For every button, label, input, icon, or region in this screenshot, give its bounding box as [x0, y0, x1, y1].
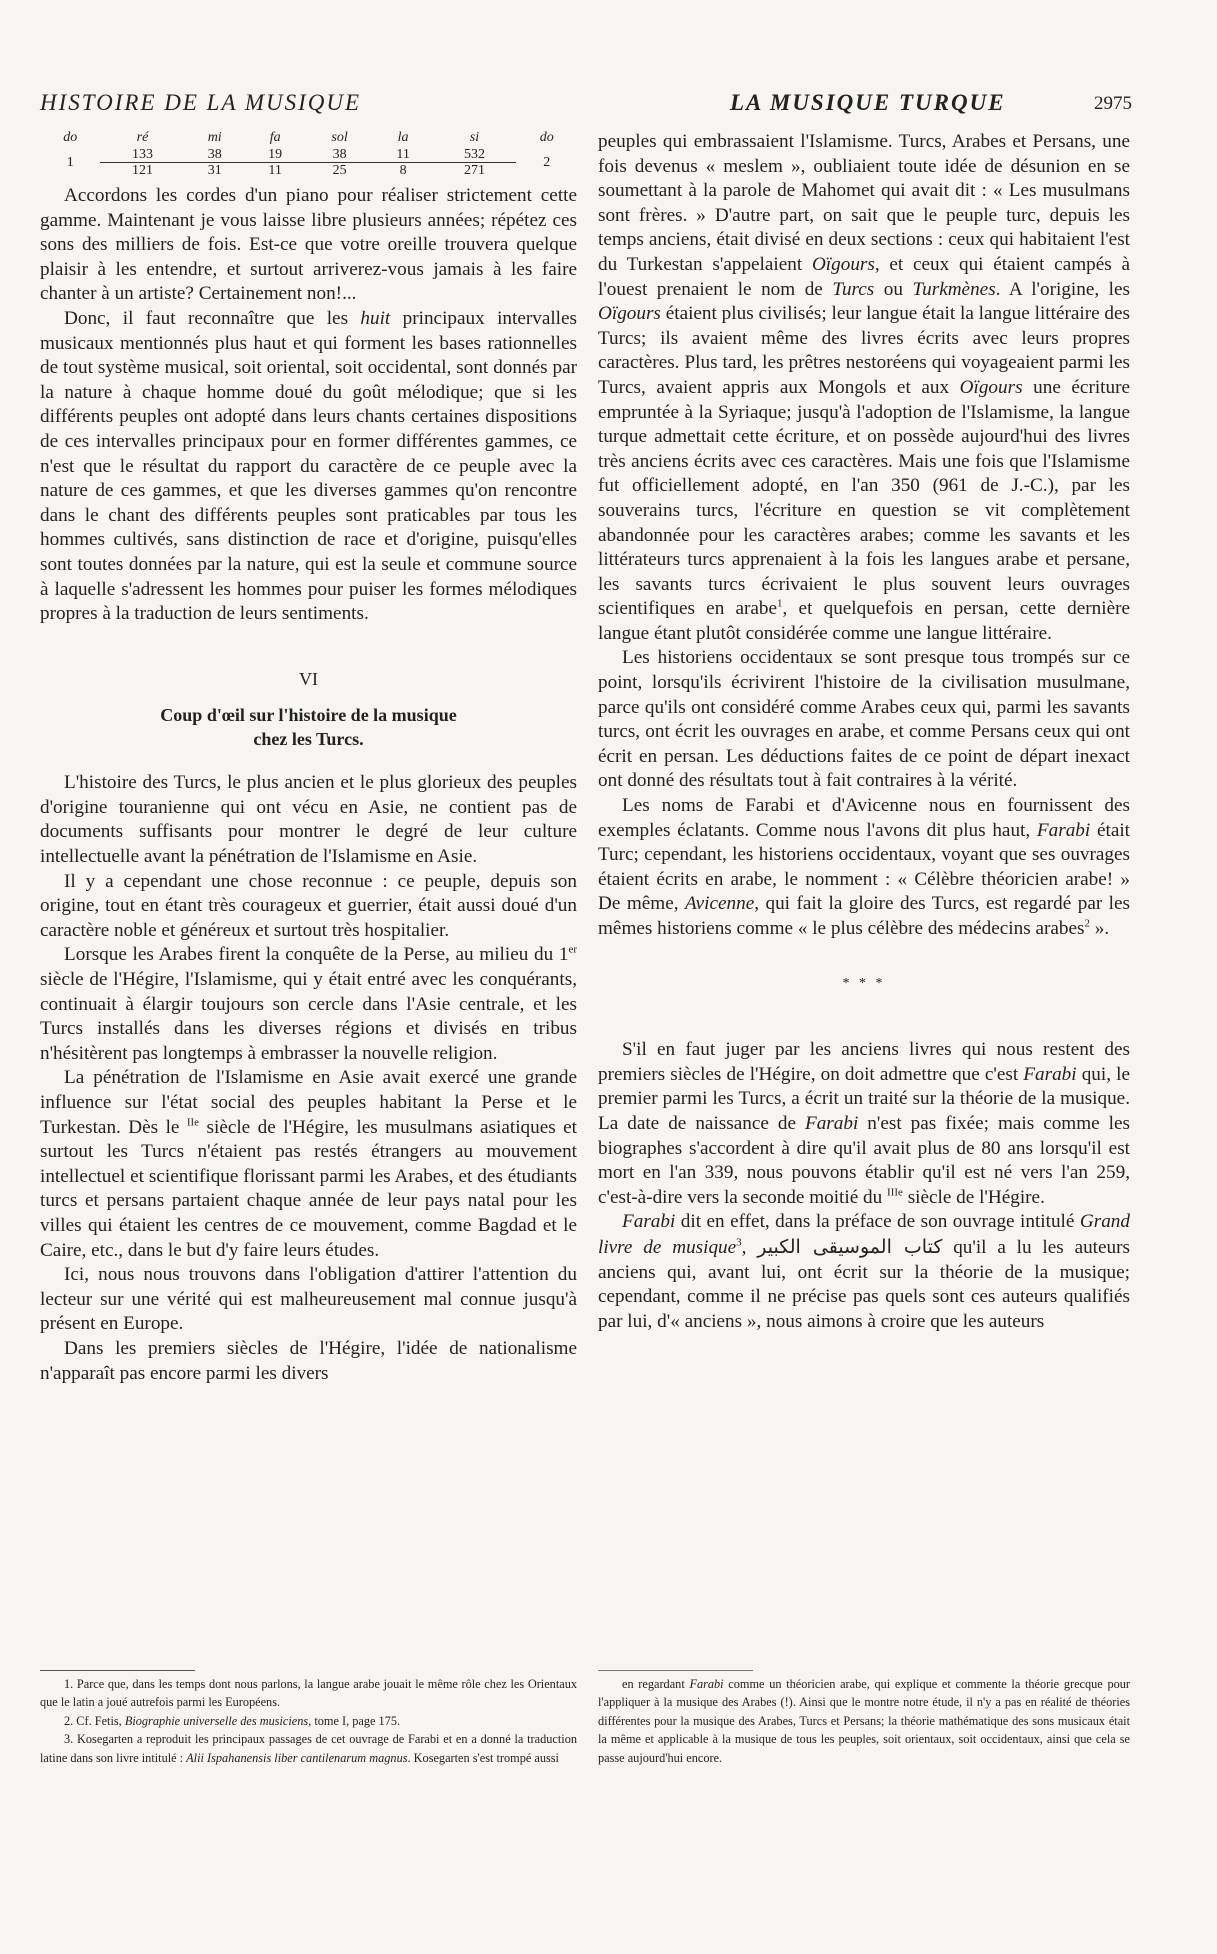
- ratio-numerator: 11: [374, 147, 433, 163]
- ratio-numerator: 38: [184, 147, 244, 163]
- header-left-title: HISTOIRE DE LA MUSIQUE: [40, 90, 362, 115]
- note-name: ré: [136, 130, 149, 145]
- note-name: si: [469, 130, 480, 145]
- ratio-numerator: 19: [245, 147, 305, 163]
- section-title: Coup d'œil sur l'histoire de la musique chez les Turcs.: [160, 705, 457, 750]
- ratio-denominator: 271: [463, 163, 485, 178]
- ratio-denominator: 8: [399, 163, 407, 178]
- ratio-numerator: 133: [100, 147, 184, 163]
- paragraph: Les historiens occidentaux se sont presque tous trompés sur ce point, lorsqu'ils écrivirent l'histoire de la civilisation musulmane, parce qu'ils ont considéré comme Arabes ceux qui, parmi les savants turcs, ont écrit les ouvrages en arabe, et comme Persans ceux qui ont écrit en persan. Les déductions faites de ce point de départ inexact ont donné des résultats tout à fait contraires à la vérité.: [598, 647, 1130, 792]
- section-number: VI: [299, 668, 318, 689]
- paragraph: Les noms de Farabi et d'Avicenne nous en fournissent des exemples éclatants. Comme nous l'avons dit plus haut, Farabi était Turc; cependant, les historiens occidentaux, voyant que ses ouvrages étaient écrits en arabe, le nomment : « Célèbre théoricien arabe! » De même, Avicenne, qui fait la gloire des Turcs, est regardé par les mêmes historiens comme « le plus célèbre des médecins arabes$^2$ ».: [598, 795, 1130, 939]
- section-separator: * * *: [842, 975, 886, 991]
- footnote: 1. Parce que, dans les temps dont nous parlons, la langue arabe jouait le même rôle chez les Orientaux que le latin a joué autrefois parmi les Européens.: [40, 1677, 577, 1710]
- paragraph: S'il en faut juger par les anciens livres qui nous restent des premiers siècles de l'Hégire, on doit admettre que c'est Farabi qui, le premier parmi les Turcs, a écrit un traité sur la théorie de la musique. La date de naissance de Farabi n'est pas fixée; mais comme les biographes s'accordent à dire qu'il avait plus de 80 ans lorsqu'il est mort en l'an 339, nous pouvons établir qu'il est né vers l'an 259, c'est-à-dire vers la seconde moitié du $^{IIIe}$ siècle de l'Hégire.: [598, 1039, 1130, 1208]
- paragraph: Lorsque les Arabes firent la conquête de la Perse, au milieu du 1er siècle de l'Hégire, l'Islamisme, qui y était entré avec les conquérants, continuait à élargir toujours son cercle dans l'Asie centrale, et les Turcs installés dans les diverses régions et divisés en tribus n'hésitèrent pas longtemps à embrasser la nouvelle religion.: [40, 944, 577, 1064]
- note-name: fa: [269, 130, 281, 145]
- paragraph: Accordons les cordes d'un piano pour réaliser strictement cette gamme. Maintenant je vous laisse libre plusieurs années; répétez ces sons des milliers de fois. Est-ce que votre oreille trouvera quelque plaisir à les entendre, et surtout arriverez-vous jamais à les faire chanter à un artiste? Certainement non!...: [40, 185, 577, 305]
- scale-start-value: 1: [66, 155, 74, 170]
- ratio-numerator: 38: [305, 147, 373, 163]
- page-number: 2975: [1094, 93, 1132, 114]
- ratio-denominator: 31: [207, 163, 222, 178]
- paragraph: L'histoire des Turcs, le plus ancien et le plus glorieux des peuples d'origine touranienne qui ont vécu en Asie, ne contient pas de documents suffisants pour montrer le degré de leur culture intellectuelle avant la pénétration de l'Islamisme en Asie.: [40, 772, 577, 868]
- paragraph: Farabi dit en effet, dans la préface de son ouvrage intitulé Grand livre de musique$^3$, كتاب الموسيقى الكبير qu'il a lu les auteurs anciens qui, avant lui, ont écrit sur la théorie de la musique; cependant, comme il ne précise pas quels sont ces auteurs qualifiés par lui, d'« anciens », nous aimons à croire que les auteurs: [598, 1211, 1130, 1332]
- arabic-title: كتاب الموسيقى الكبير: [757, 1235, 943, 1258]
- ratio-numerator: 532: [432, 147, 516, 163]
- footnotes-right: [598, 1675, 1130, 1767]
- footnote-continuation: en regardant Farabi comme un théoricien arabe, qui explique et commente la théorie grecque pour l'appliquer à la musique des Arabes (!). Ainsi que le montre notre étude, il n'y a pas en réalité de théories différentes pour la musique des Arabes, Turcs et Persans; la théorie mathématique des sons musicaux était la même et applicable à la musique de tous les peuples, soit orientaux, soit occidentaux, ainsi que cela se passe aujourd'hui encore.: [598, 1677, 1130, 1765]
- ratio-denominator: 121: [131, 163, 153, 178]
- note-name: do: [539, 130, 554, 145]
- note-name: mi: [207, 130, 222, 145]
- paragraph: Donc, il faut reconnaître que les huit principaux intervalles musicaux mentionnés plus haut et qui forment les bases rationnelles de tout système musical, soit oriental, soit occidental, sont donnés par la nature à chaque homme doué du goût mélodique; que si les différents peuples ont adopté dans leurs chants certaines dispositions de ces intervalles principaux pour en former différentes gammes, ce n'est que le résultat du rapport du caractère de ce peuple avec la nature de ces gammes, et que les diverses gammes qu'on rencontre dans le chant des différents peuples sont praticables par tous les hommes cultivés, sans distinction de race et d'origine, puisqu'elles sont toutes données par la nature, qui est la seule et commune source à laquelle s'adressent les hommes pour puiser les formes mélodiques propres à la traduction de leurs sentiments.: [40, 307, 577, 625]
- left-column: [40, 130, 577, 1386]
- note-name: do: [63, 130, 78, 145]
- footnotes-left: [40, 1675, 577, 1767]
- note-name: la: [397, 130, 409, 145]
- paragraph: Il y a cependant une chose reconnue : ce peuple, depuis son origine, tout en étant très courageux et guerrier, était aussi doué d'un caractère noble et généreux et surtout très hospitalier.: [40, 870, 577, 941]
- ratio-denominator: 25: [332, 163, 347, 178]
- paragraph: Dans les premiers siècles de l'Hégire, l'idée de nationalisme n'apparaît pas encore parmi les divers: [40, 1337, 577, 1384]
- paragraph: Ici, nous nous trouvons dans l'obligation d'attirer l'attention du lecteur sur une vérité qui est malheureusement mal connue jusqu'à présent en Europe.: [40, 1264, 577, 1335]
- right-column: [598, 130, 1130, 1334]
- footnote-rule: [598, 1670, 753, 1671]
- note-name: sol: [331, 130, 348, 145]
- scale-end-value: 2: [543, 155, 551, 170]
- paragraph: peuples qui embrassaient l'Islamisme. Turcs, Arabes et Persans, une fois devenus « meslem », oubliaient toute idée de désunion en se soumettant à la parole de Mahomet qui avait dit : « Les musulmans sont frères. » D'autre part, on sait que le peuple turc, depuis les temps anciens, était divisé en deux sections : ceux qui habitaient l'est du Turkestan s'appelaient Oïgours, et ceux qui étaient campés à l'ouest prenaient le nom de Turcs ou Turkmènes. A l'origine, les Oïgours étaient plus civilisés; leur langue était la langue littéraire des Turcs; ils avaient même des livres écrits avec leurs propres caractères. Plus tard, les prêtres nestoréens qui voyageaient parmi les Turcs, avaient appris aux Mongols et aux Oïgours une écriture empruntée à la Syriaque; jusqu'à l'adoption de l'Islamisme, la langue turque admettait cette écriture, et on possède aujourd'hui des livres très anciens écrits avec ces caractères. Mais une fois que l'Islamisme fut officiellement adopté, en l'an 350 (961 de J.-C.), par les souverains turcs, l'écriture en question se vit complètement abandonnée pour les caractères arabes; comme les savants et les littérateurs turcs apprenaient à la fois les langues arabe et persane, les savants turcs écrivaient le plus souvent leurs ouvrages scientifiques en arabe$^1$, et quelquefois en persan, cette dernière langue étant plutôt considérée comme une langue littéraire.: [598, 131, 1130, 644]
- running-header: [40, 90, 1130, 120]
- header-center-title: LA MUSIQUE TURQUE: [730, 90, 1006, 115]
- paragraph: La pénétration de l'Islamisme en Asie avait exercé une grande influence sur l'état social des peuples habitant la Perse et le Turkestan. Dès le $^{IIe}$ siècle de l'Hégire, les musulmans asiatiques et surtout les Turcs n'étaient pas restés étrangers au mouvement intellectuel et scientifique florissant parmi les Arabes, et des étudiants turcs et persans partaient chaque année de leur pays natal pour les villes qui étaient les centres de ce mouvement, comme Bagdad et le Caire, etc., dans le but d'y faire leurs études.: [40, 1067, 577, 1261]
- footnote: 3. Kosegarten a reproduit les principaux passages de cet ouvrage de Farabi et en a donné la traduction latine dans son livre intitulé : Alii Ispahanensis liber cantilenarum magnus. Kosegarten s'est trompé aussi: [40, 1732, 577, 1765]
- ratio-denominator: 11: [268, 163, 282, 178]
- footnote: 2. Cf. Fetis, Biographie universelle des musiciens, tome I, page 175.: [64, 1713, 401, 1728]
- scale-table: [40, 130, 577, 178]
- footnote-rule: [40, 1670, 195, 1671]
